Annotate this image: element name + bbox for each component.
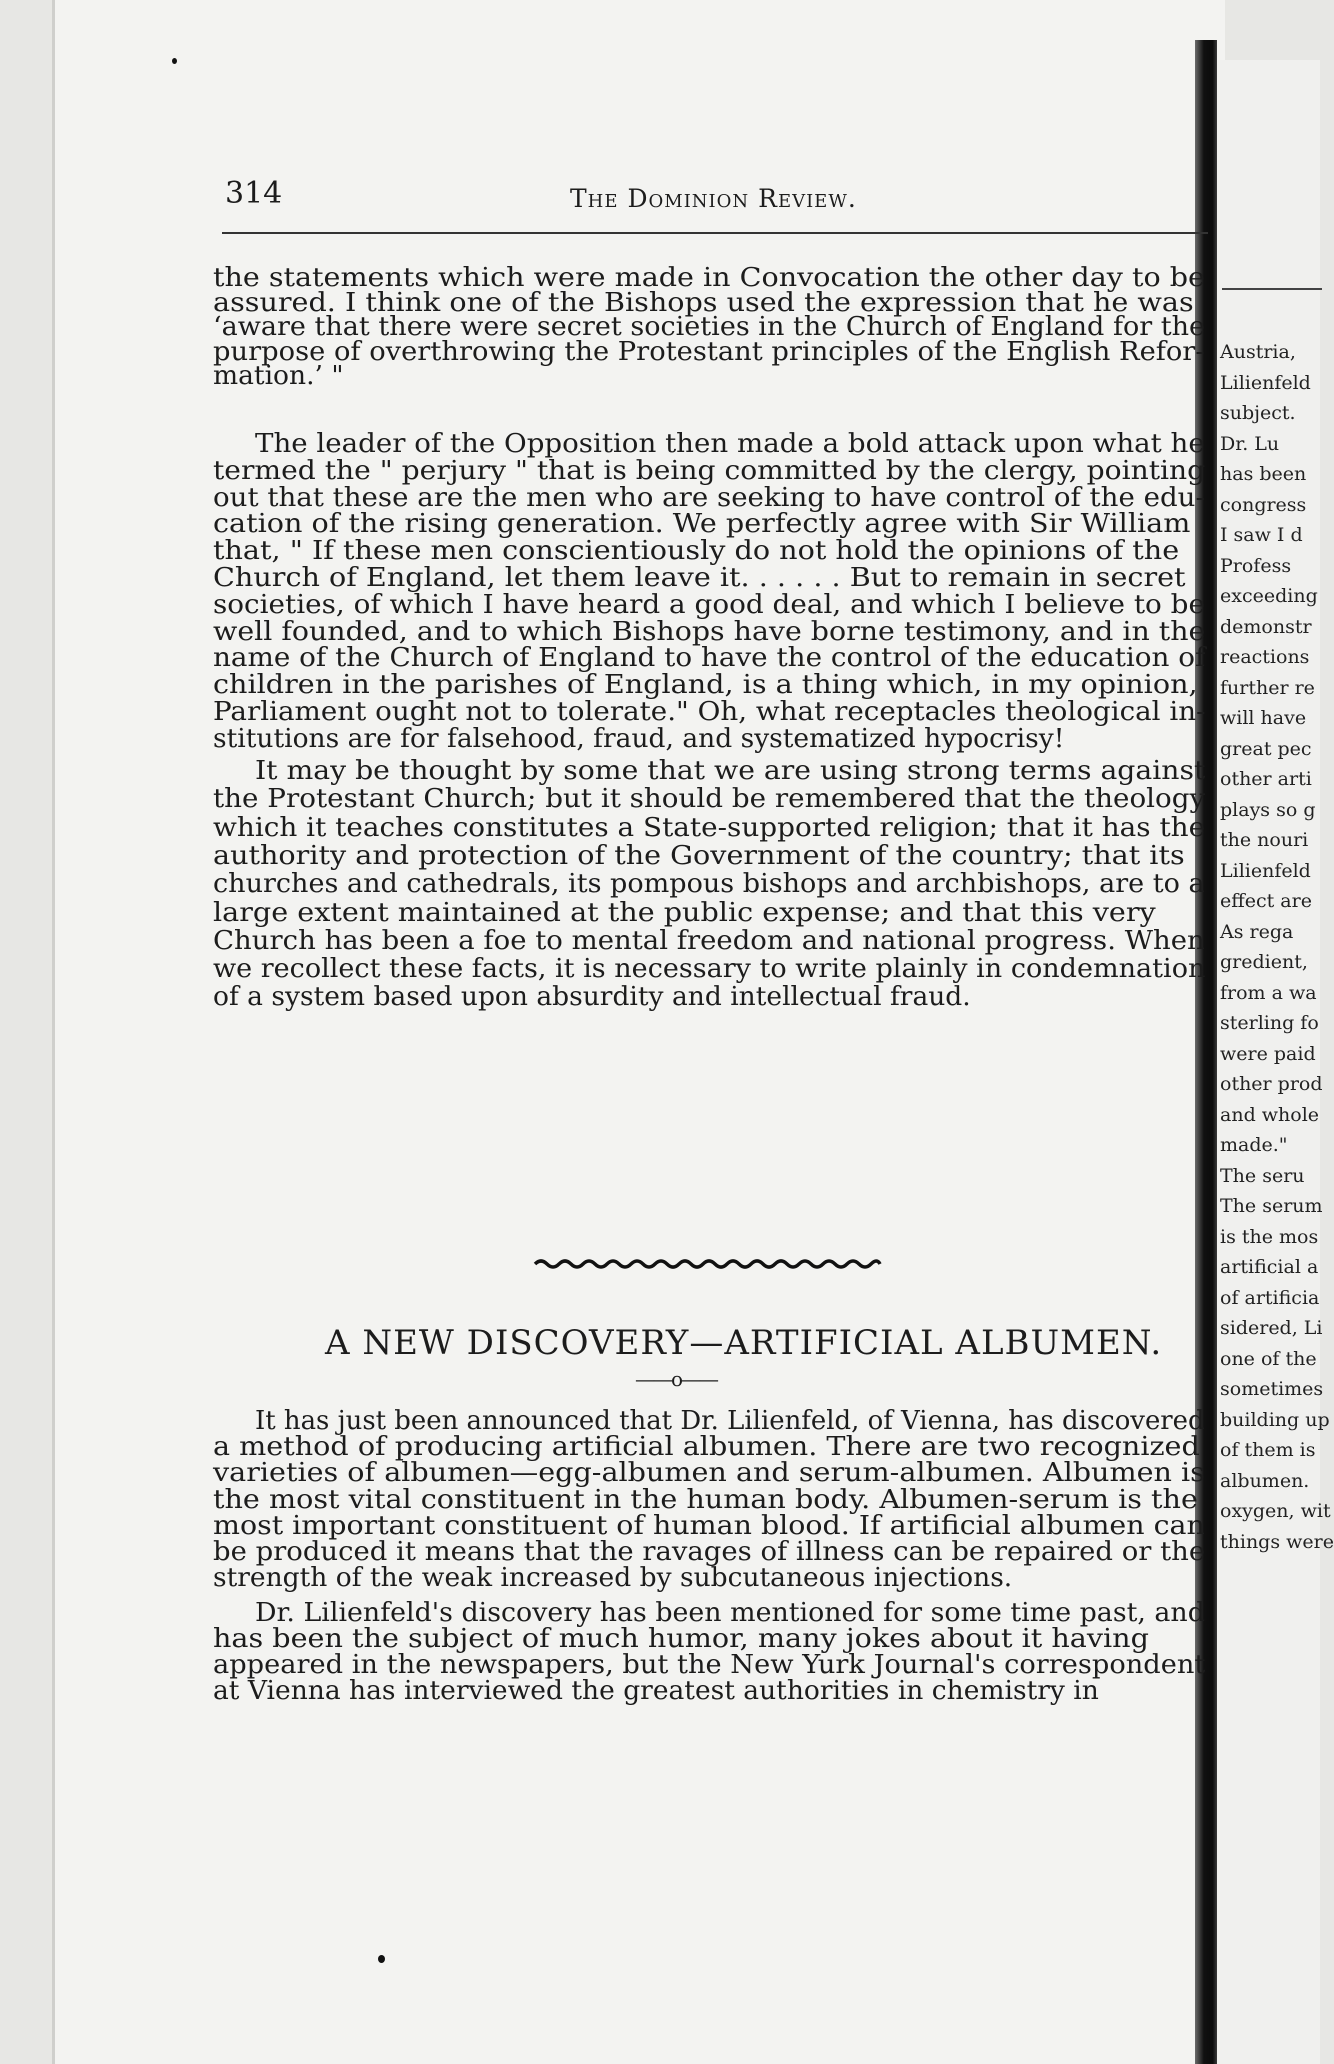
text-line: Dr. Lilienfeld's discovery has been mentioned for some time past, and — [255, 1597, 1205, 1628]
page-number: 314 — [225, 176, 283, 211]
text-line: most important constituent of human blood. If artificial albumen can — [213, 1509, 1205, 1541]
text-line: children in the parishes of England, is a thing which, in my opinion, — [213, 669, 1198, 701]
text-line: varieties of albumen—egg-albumen and serum-albumen. Albumen is — [213, 1457, 1205, 1489]
text-line: mation.’ " — [213, 360, 344, 391]
facing-page-rule — [1222, 288, 1322, 290]
facing-page-line: further re — [1220, 676, 1315, 699]
facing-page-line: Dr. Lu — [1220, 432, 1280, 455]
facing-page-line: great pec — [1220, 737, 1312, 760]
facing-page-line: Lilienfeld — [1220, 859, 1311, 882]
facing-page-line: artificial a — [1220, 1256, 1319, 1278]
facing-page-line: I saw I d — [1220, 524, 1303, 546]
facing-page-line: subject. — [1220, 402, 1296, 424]
facing-page-line: exceeding — [1220, 585, 1318, 607]
text-line: out that these are the men who are seeking to have control of the edu- — [213, 481, 1205, 513]
text-line: appeared in the newspapers, but the New Yurk Journal's correspondent — [213, 1649, 1206, 1680]
text-line: be produced it means that the ravages of illness can be repaired or the — [213, 1536, 1206, 1567]
facing-page-line: of them is — [1220, 1439, 1316, 1461]
facing-page-line: building up — [1220, 1408, 1330, 1431]
facing-page — [1217, 60, 1334, 2064]
facing-page-line: Profess — [1220, 554, 1292, 577]
text-line: of a system based upon absurdity and intellectual fraud. — [213, 981, 971, 1013]
text-line: well founded, and to which Bishops have borne testimony, and in the — [213, 615, 1206, 647]
facing-page-line: Austria, — [1220, 341, 1296, 363]
text-line: large extent maintained at the public expense; and that this very — [213, 896, 1156, 928]
header-rule — [222, 232, 1208, 234]
facing-page-line: plays so g — [1220, 798, 1316, 821]
ink-speck — [172, 58, 177, 64]
text-line: It may be thought by some that we are using strong terms against — [255, 755, 1206, 786]
text-line: stitutions are for falsehood, fraud, and systematized hypocrisy! — [213, 722, 1065, 754]
text-line: that, " If these men conscientiously do not hold the opinions of the — [213, 535, 1180, 567]
facing-page-line: one of the — [1220, 1347, 1317, 1370]
facing-page-line: The serum — [1220, 1195, 1323, 1217]
text-line: name of the Church of England to have the control of the education of — [213, 642, 1206, 674]
text-line: we recollect these facts, it is necessary to write plainly in condemnation — [213, 953, 1206, 985]
facing-page-line: were paid — [1220, 1042, 1316, 1065]
facing-page-line: As rega — [1220, 920, 1294, 943]
facing-page-line: the nouri — [1220, 829, 1309, 851]
facing-page-line: sidered, Li — [1220, 1317, 1323, 1339]
facing-page-line: albumen. — [1220, 1469, 1310, 1492]
running-head: The Dominion Review. — [570, 184, 857, 213]
text-line: purpose of overthrowing the Protestant principles of the English Refor- — [213, 335, 1205, 367]
facing-page-line: The seru — [1220, 1164, 1305, 1187]
facing-page-line: sometimes — [1220, 1378, 1324, 1400]
text-line: cation of the rising generation. We perfectly agree with Sir William — [213, 508, 1191, 540]
section-ornament — [535, 1258, 880, 1270]
facing-page-line: sterling fo — [1220, 1012, 1319, 1034]
facing-page-line: congress — [1220, 493, 1307, 516]
text-line: which it teaches constitutes a State-supported religion; that it has the — [213, 811, 1206, 843]
text-line: ‘aware that there were secret societies in the Church of England for the — [213, 311, 1206, 342]
facing-page-line: other prod — [1220, 1073, 1323, 1095]
facing-page-line: will have — [1220, 707, 1307, 729]
facing-page-line: and whole — [1220, 1103, 1320, 1126]
text-line: termed the " perjury " that is being committed by the clergy, pointing — [213, 454, 1206, 486]
facing-page-line: things were — [1220, 1530, 1334, 1553]
facing-page-line: of artificia — [1220, 1286, 1320, 1309]
facing-page-line: other arti — [1220, 768, 1312, 790]
facing-page-line: has been — [1220, 463, 1307, 485]
text-line: Church of England, let them leave it. . . . . . But to remain in secret — [213, 562, 1186, 593]
facing-page-line: made." — [1220, 1134, 1288, 1156]
facing-page-line: oxygen, wit — [1220, 1500, 1331, 1522]
text-line: at Vienna has interviewed the greatest authorities in chemistry in — [213, 1675, 1099, 1706]
text-line: assured. I think one of the Bishops used the expression that he was — [213, 286, 1194, 318]
ink-speck — [378, 1955, 385, 1963]
facing-page-line: Lilienfeld — [1220, 371, 1311, 394]
text-line: has been the subject of much humor, many jokes about it having — [213, 1623, 1149, 1654]
facing-page-line: from a wa — [1220, 981, 1317, 1004]
facing-page-line: is the mos — [1220, 1225, 1319, 1248]
text-line: the most vital constituent in the human body. Albumen-serum is the — [213, 1483, 1198, 1515]
text-line: strength of the weak increased by subcutaneous injections. — [213, 1562, 1013, 1594]
text-line: authority and protection of the Government of the country; that its — [213, 839, 1185, 871]
facing-page-line: demonstr — [1220, 615, 1312, 638]
text-line: the statements which were made in Convocation the other day to be — [213, 262, 1205, 293]
text-line: societies, of which I have heard a good deal, and which I believe to be — [213, 588, 1205, 620]
text-line: churches and cathedrals, its pompous bishops and archbishops, are to a — [213, 868, 1205, 900]
facing-page-line: gredient, — [1220, 951, 1308, 973]
text-line: the Protestant Church; but it should be remembered that the theology — [213, 783, 1206, 815]
text-line: Church has been a foe to mental freedom and national progress. When — [213, 924, 1205, 956]
facing-page-line: effect are — [1220, 890, 1312, 912]
article-title: A NEW DISCOVERY—ARTIFICIAL ALBUMEN. — [325, 1323, 1163, 1363]
text-line: a method of producing artificial albumen. There are two recognized — [213, 1431, 1200, 1463]
facing-page-line: reactions — [1220, 646, 1310, 668]
title-separator: ——o—— — [635, 1367, 718, 1391]
text-line: It has just been announced that Dr. Lilienfeld, of Vienna, has discovered — [255, 1405, 1205, 1436]
text-line: Parliament ought not to tolerate." Oh, what receptacles theological in- — [213, 696, 1206, 727]
text-line: The leader of the Opposition then made a bold attack upon what he — [255, 428, 1205, 459]
